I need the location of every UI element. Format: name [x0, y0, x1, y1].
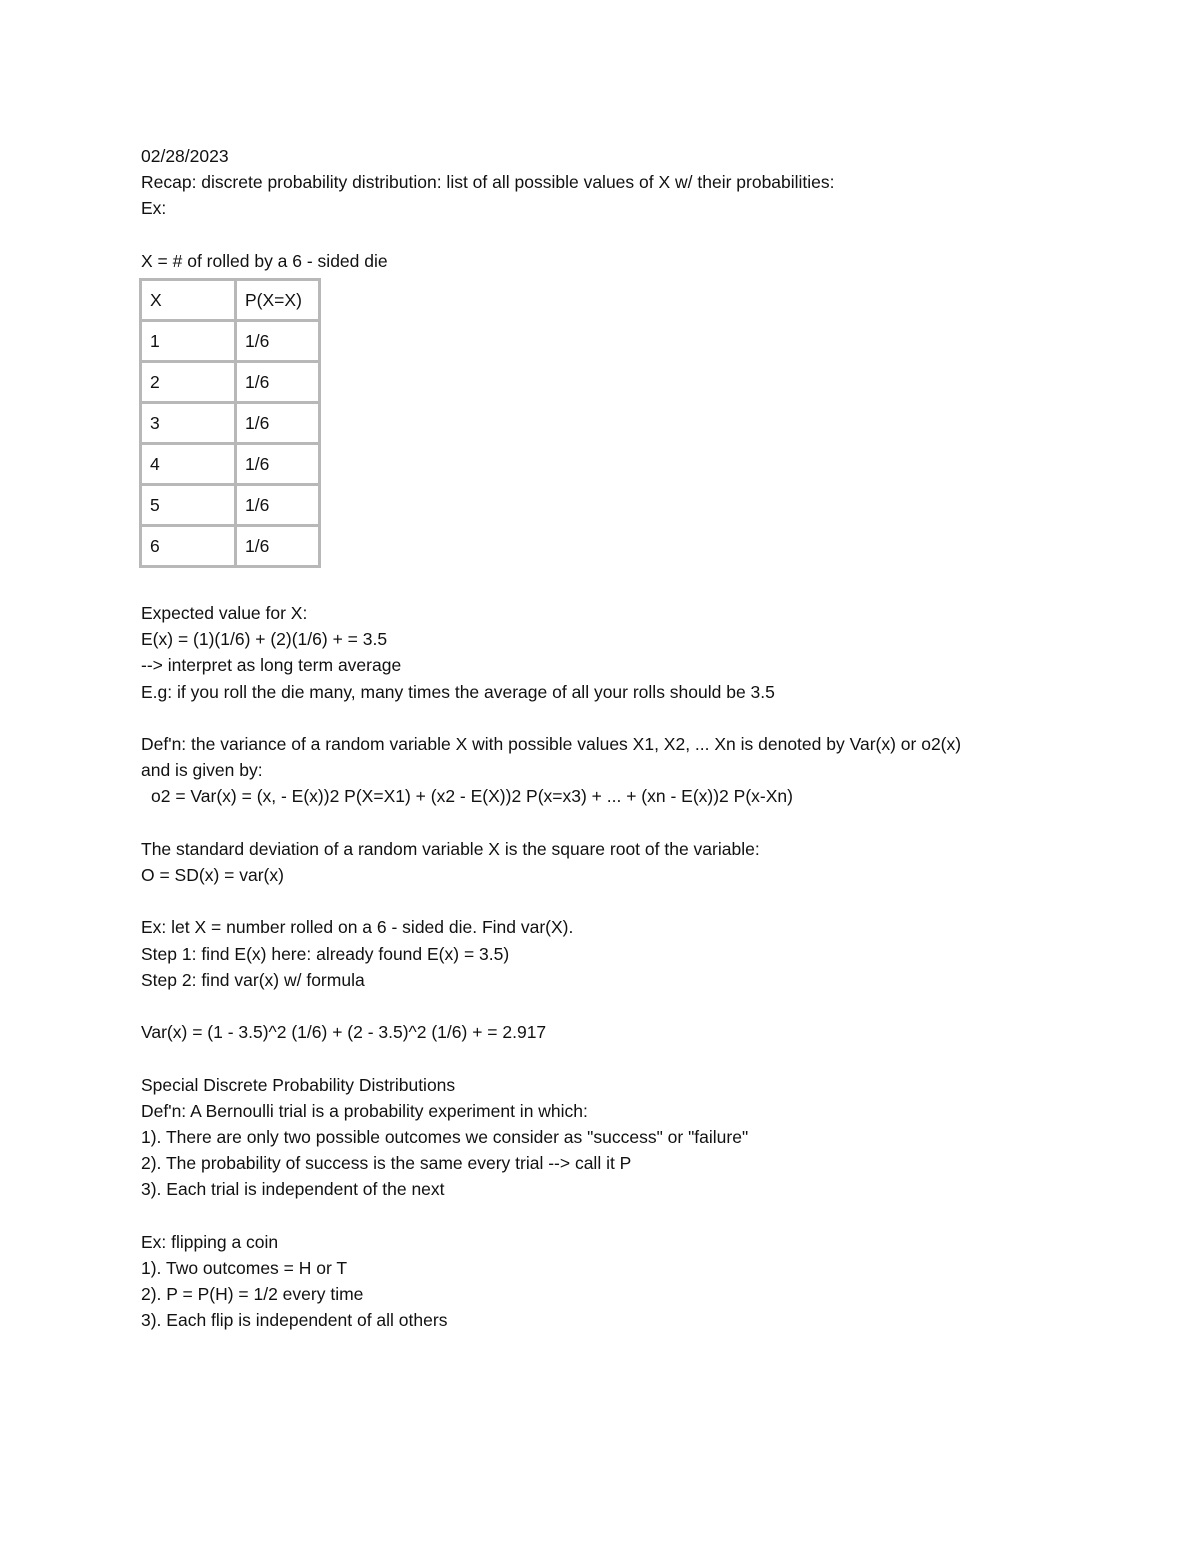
table-cell-x: 1: [141, 321, 236, 362]
recap-line: Recap: discrete probability distribution: list of all possible values of X w/ their probabilities:: [141, 172, 835, 193]
table-cell-x: 5: [141, 485, 236, 526]
table-cell-p: 1/6: [236, 362, 320, 403]
variance-definition: Def'n: the variance of a random variable X with possible values X1, X2, ... Xn is denoted by Var(x) or o2(x): [141, 734, 962, 754]
blank-line: [141, 993, 1141, 1019]
table-header-x: X: [141, 280, 236, 321]
variance-result: Var(x) = (1 - 3.5)^2 (1/6) + (2 - 3.5)^2 (1/6) + = 2.917: [141, 1022, 547, 1043]
variance-step-1: Step 1: find E(x) here: already found E(x) = 3.5): [141, 943, 510, 964]
variance-formula: o2 = Var(x) = (x, - E(x))2 P(X=X1) + (x2 - E(X))2 P(x=x3) + ... + (xn - E(x))2 P(x-Xn): [151, 786, 793, 807]
expected-interpretation: --> interpret as long term average: [141, 655, 402, 676]
table-cell-x: 6: [141, 526, 236, 567]
coin-point-2: 2). P = P(H) = 1/2 every time: [141, 1284, 364, 1305]
table-cell-p: 1/6: [236, 321, 320, 362]
expected-heading: Expected value for X:: [141, 603, 308, 623]
spacer: [141, 568, 1141, 600]
table-cell-p: 1/6: [236, 485, 320, 526]
table-cell-p: 1/6: [236, 444, 320, 485]
x-definition: X = # of rolled by a 6 - sided die: [141, 250, 388, 271]
table-header-row: [141, 280, 320, 321]
table-cell-x: 3: [141, 403, 236, 444]
coin-example: Ex: flipping a coin: [141, 1231, 279, 1252]
expected-example: E.g: if you roll the die many, many times the average of all your rolls should be 3.5: [141, 681, 775, 702]
bernoulli-condition-2: 2). The probability of success is the same every trial --> call it P: [141, 1153, 632, 1174]
ex-label: Ex:: [141, 198, 167, 219]
table-row: [141, 403, 320, 444]
table-cell-p: 1/6: [236, 526, 320, 567]
sd-formula: O = SD(x) = var(x): [141, 865, 284, 885]
coin-point-1: 1). Two outcomes = H or T: [141, 1257, 348, 1278]
table-row: [141, 444, 320, 485]
blank-line: [141, 1203, 1141, 1229]
table-cell-x: 2: [141, 362, 236, 403]
table-row: [141, 526, 320, 567]
table-row: [141, 485, 320, 526]
table-cell-p: 1/6: [236, 403, 320, 444]
expected-formula: E(x) = (1)(1/6) + (2)(1/6) + = 3.5: [141, 629, 388, 650]
document-page: [141, 143, 1141, 1334]
table-row: [141, 321, 320, 362]
table-header-p: P(X=X): [236, 280, 320, 321]
probability-table: [139, 278, 321, 568]
bernoulli-condition-3: 3). Each trial is independent of the next: [141, 1179, 445, 1200]
variance-step-2: Step 2: find var(x) w/ formula: [141, 969, 365, 990]
blank-line: [141, 810, 1141, 836]
bernoulli-condition-1: 1). There are only two possible outcomes we consider as "success" or "failure": [141, 1126, 749, 1147]
variance-definition-cont: and is given by:: [141, 760, 263, 781]
blank-line: [141, 705, 1141, 731]
blank-line: [141, 1045, 1141, 1071]
date-line: 02/28/2023: [141, 146, 229, 166]
sd-definition: The standard deviation of a random variable X is the square root of the variable:: [141, 838, 760, 859]
blank-line: [141, 222, 1141, 248]
blank-line: [141, 888, 1141, 914]
variance-example: Ex: let X = number rolled on a 6 - sided die. Find var(X).: [141, 917, 574, 938]
coin-point-3: 3). Each flip is independent of all others: [141, 1310, 448, 1331]
table-cell-x: 4: [141, 444, 236, 485]
bernoulli-heading: Special Discrete Probability Distributions: [141, 1074, 456, 1095]
table-row: [141, 362, 320, 403]
bernoulli-definition: Def'n: A Bernoulli trial is a probability experiment in which:: [141, 1100, 588, 1121]
